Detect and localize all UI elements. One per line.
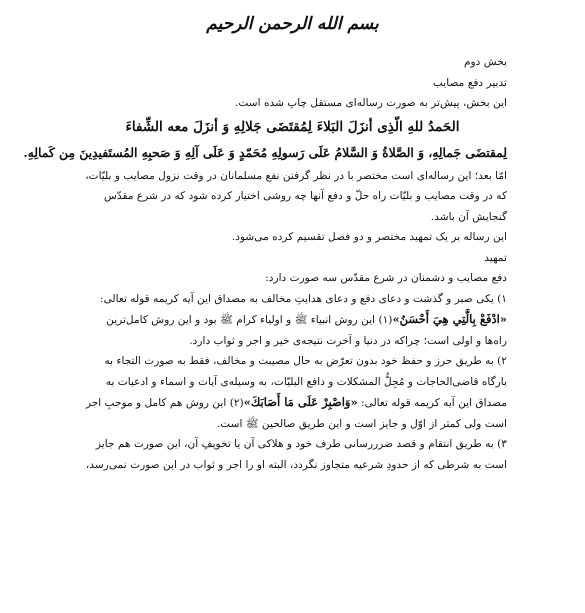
arabic-praise-line-2: لِمقتضَی جَمالِهِ، وَ الصَّلاةُ وَ السَّلامُ عَلَی رَسولِهِ مُحَمّدٍ وَ عَلَی آلِهِ وَ صَحبِهِ المُستَفیدِینَ مِن کَمالِهِ. xyxy=(23,144,507,160)
item-1-line-2-text: (۱) این روش انبیاء ﷺ و اولیاء کرام ﷺ بود و این روش کامل‌ترین xyxy=(106,314,393,326)
item-3-line-1: ۳) به طریق انتقام و قصد ضرررسانی طرف خود و هلاکی آن یا تخویفِ آن، این صورت هم جایز xyxy=(95,438,507,450)
item-2-line-3 xyxy=(78,392,507,414)
paragraph-1-line-2: که در وقت مصایب و بلیّات راه حلّ و دفع آنها چه روشی اختیار کرده شود که در شرع مقدّس xyxy=(104,190,507,202)
paragraph-3: دفع مصایب و دشمنان در شرع مقدّس سه صورت دارد: xyxy=(265,272,507,284)
item-2-line-2: بارگاه قاضی‌الحاجات و مُجِلُّ المشکلات و دافع البلیّات، به وسیله‌ی آیات و اسماء و ادعیات به xyxy=(105,375,507,388)
section-subtitle: تدبیر دفع مصایب xyxy=(432,76,507,89)
intro-note: این بخش، پیش‌تر به صورت رساله‌ای مستقل چاپ شده است. xyxy=(235,97,507,109)
paragraph-1-line-1: امّا بعد؛ این رساله‌ای است مختصر با در نظر گرفتن نفع مسلمانان در وقت نزول مصایب و بلیّات، xyxy=(85,169,507,182)
arabic-praise-line-1: الحَمدُ للهِ الّذِی أنزَلَ البَلاءَ لِمُقتَضَی جَلالِهِ وَ أنزَلَ معه الشِّفاءَ xyxy=(125,118,460,135)
paragraph-2: این رساله بر یک تمهید مختصر و دو فصل تقسیم کرده می‌شود. xyxy=(231,231,507,243)
item-1-line-2 xyxy=(78,309,507,331)
item-1-verse: «ادْفَعْ بِالَّتِي هِيَ أَحْسَنُ» xyxy=(392,312,507,326)
paragraph-1-line-3: گنجایش آن باشد. xyxy=(430,210,507,223)
item-2-verse: «وَاصْبِرْ عَلَى مَا أَصَابَكَ» xyxy=(243,395,358,409)
item-1-line-3: راه‌ها و اولی است؛ چراکه در دنیا و آخرت نتیجه‌ی خیر و اجر و ثواب دارد. xyxy=(189,334,507,347)
item-2-line-1: ۲) به طریق حرز و حفظ خود بدون تعرّض به حال مصیبت و مخالف، فقط به صورت التجاء به xyxy=(104,355,507,367)
item-3-line-2: است به شرطی که از حدودِ شرعیه متجاوز نگردد، البته او را اجر و ثواب در این صورت نمی‌رسد، xyxy=(85,458,507,471)
basmala-heading: بسم الله الرحمن الرحیم xyxy=(206,14,379,34)
item-2-line-4: است ولی کمتر از اوّل و جایز است و این طریق صالحین ﷺ است. xyxy=(216,417,507,430)
item-2-line-3-text-b: (۲) این روش هم کامل و موجبِ اجر xyxy=(85,397,244,409)
tamhid-heading: تمهید xyxy=(484,251,507,264)
section-title: بخش دوم xyxy=(463,56,507,68)
item-2-line-3-text-a: مصداق این آیه کریمه قوله تعالی: xyxy=(361,397,507,409)
item-1-line-1: ۱) یکی صبر و گذشت و دعای دفع و دعای هدایتِ مخالف به مصداق این آیه کریمه قوله تعالی: xyxy=(100,292,507,305)
